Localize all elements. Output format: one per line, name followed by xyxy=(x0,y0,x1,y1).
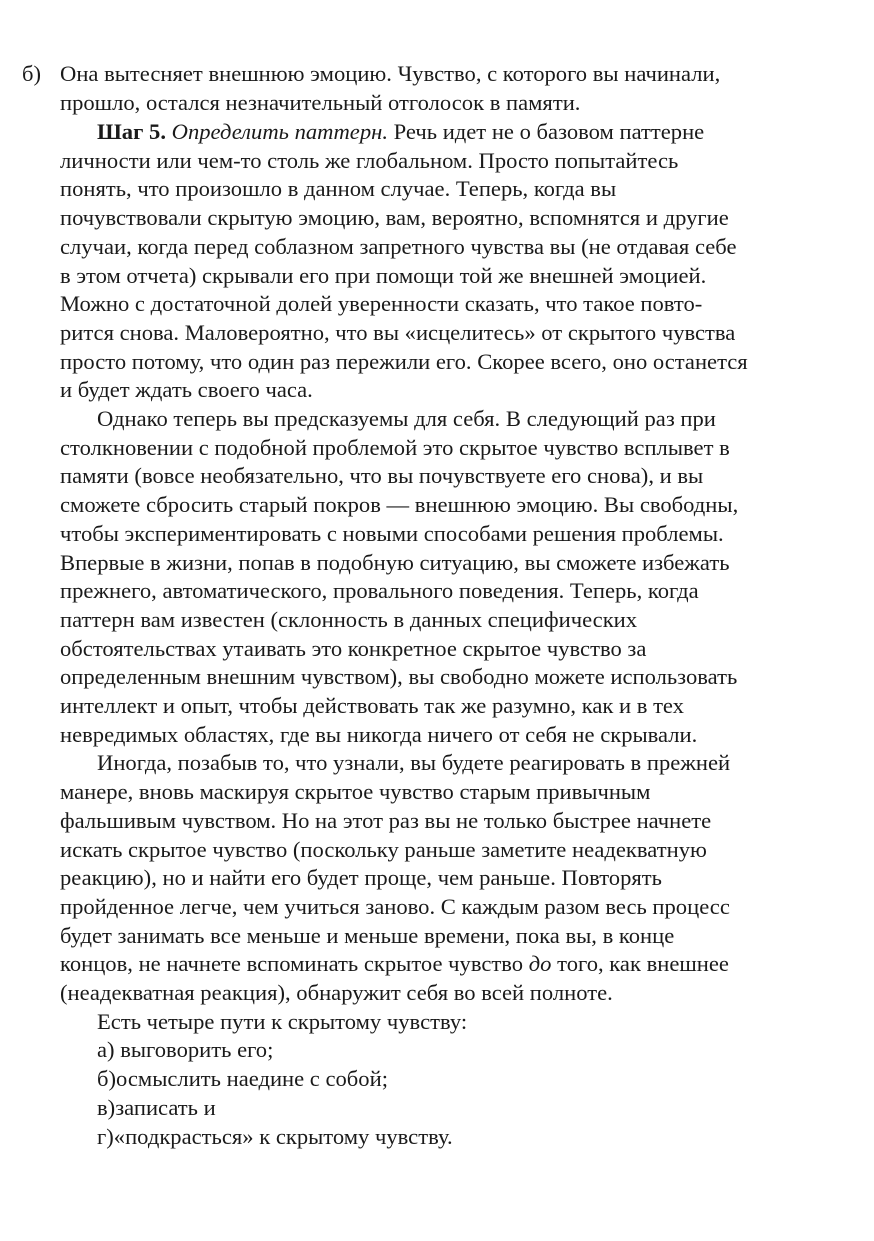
text-line: почувствовали скрытую эмоцию, вам, вероятно, вспомнятся и другие xyxy=(60,205,729,231)
text-line: прошло, остался незначительный отголосок в памяти. xyxy=(60,90,581,115)
text-line: паттерн вам известен (склонность в данных специфических xyxy=(60,606,638,632)
text-line: пройденное легче, чем учиться заново. С каждым разом весь процесс xyxy=(60,893,730,919)
emphasized-word: до xyxy=(528,951,552,977)
text-line: (неадекватная реакция), обнаружит себя во всей полноте. xyxy=(60,980,613,1005)
text-line: интеллект и опыт, чтобы действовать так же разумно, как и в тех xyxy=(60,693,684,718)
text-line: Однако теперь вы предсказуемы для себя. В следующий раз при xyxy=(97,406,716,431)
text-span: того, как внешнее xyxy=(551,951,729,977)
text-line: невредимых областях, где вы никогда ничего от себя не скрывали. xyxy=(60,721,698,747)
step-label: Шаг 5. xyxy=(97,119,166,144)
list-item: а) выговорить его; xyxy=(97,1037,274,1063)
list-item: г)«подкрасться» к скрытому чувству. xyxy=(97,1123,453,1149)
text-line: столкновении с подобной проблемой это скрытое чувство всплывет в xyxy=(60,434,730,460)
text-line: искать скрытое чувство (поскольку раньше заметите неадекватную xyxy=(60,836,707,862)
text-line: будет занимать все меньше и меньше времени, пока вы, в конце xyxy=(60,922,675,948)
step-heading-line xyxy=(97,118,704,147)
list-item: в)записать и xyxy=(97,1094,216,1120)
step-title: Определить паттерн. xyxy=(171,119,388,144)
text-line: фальшивым чувством. Но на этот раз вы не только быстрее начнете xyxy=(60,807,712,833)
text-span: концов, не начнете вспоминать скрытое чувство xyxy=(60,951,529,977)
list-marker: б) xyxy=(22,61,42,86)
text-span: Речь идет не о базовом паттерне xyxy=(393,119,705,144)
text-line: памяти (вовсе необязательно, что вы почувствуете его снова), и вы xyxy=(60,463,704,489)
text-line: Можно с достаточной долей уверенности сказать, что такое повто- xyxy=(60,291,703,317)
text-line: прежнего, автоматического, провального поведения. Теперь, когда xyxy=(60,578,699,604)
text-line: Впервые в жизни, попав в подобную ситуацию, вы сможете избежать xyxy=(60,549,730,575)
list-intro: Есть четыре пути к скрытому чувству: xyxy=(97,1008,468,1034)
text-line: в этом отчета) скрывали его при помощи той же внешней эмоцией. xyxy=(60,262,707,288)
text-line: и будет ждать своего часа. xyxy=(60,377,313,403)
text-line: манере, вновь маскируя скрытое чувство старым привычным xyxy=(60,779,651,805)
text-line: Она вытесняет внешнюю эмоцию. Чувство, с которого вы начинали, xyxy=(60,61,721,86)
text-line: реакцию), но и найти его будет проще, чем раньше. Повторять xyxy=(60,865,662,891)
text-line: просто потому, что один раз пережили его. Скорее всего, оно останется xyxy=(60,348,748,374)
text-line: обстоятельствах утаивать это конкретное скрытое чувство за xyxy=(60,635,647,661)
list-item: б)осмыслить наедине с собой; xyxy=(97,1066,388,1092)
text-line: сможете сбросить старый покров — внешнюю эмоцию. Вы свободны, xyxy=(60,492,739,518)
text-line: личности или чем-то столь же глобальном. Просто попытайтесь xyxy=(60,147,679,173)
text-line-with-emphasis xyxy=(60,950,729,979)
text-line: случаи, когда перед соблазном запретного чувства вы (не отдавая себе xyxy=(60,233,737,259)
text-line: рится снова. Маловероятно, что вы «исцелитесь» от скрытого чувства xyxy=(60,319,736,345)
text-line: чтобы экспериментировать с новыми способами решения проблемы. xyxy=(60,520,724,546)
text-line: определенным внешним чувством), вы свободно можете использовать xyxy=(60,664,738,690)
text-line: понять, что произошло в данном случае. Теперь, когда вы xyxy=(60,176,617,202)
text-line: Иногда, позабыв то, что узнали, вы будете реагировать в прежней xyxy=(97,750,731,776)
